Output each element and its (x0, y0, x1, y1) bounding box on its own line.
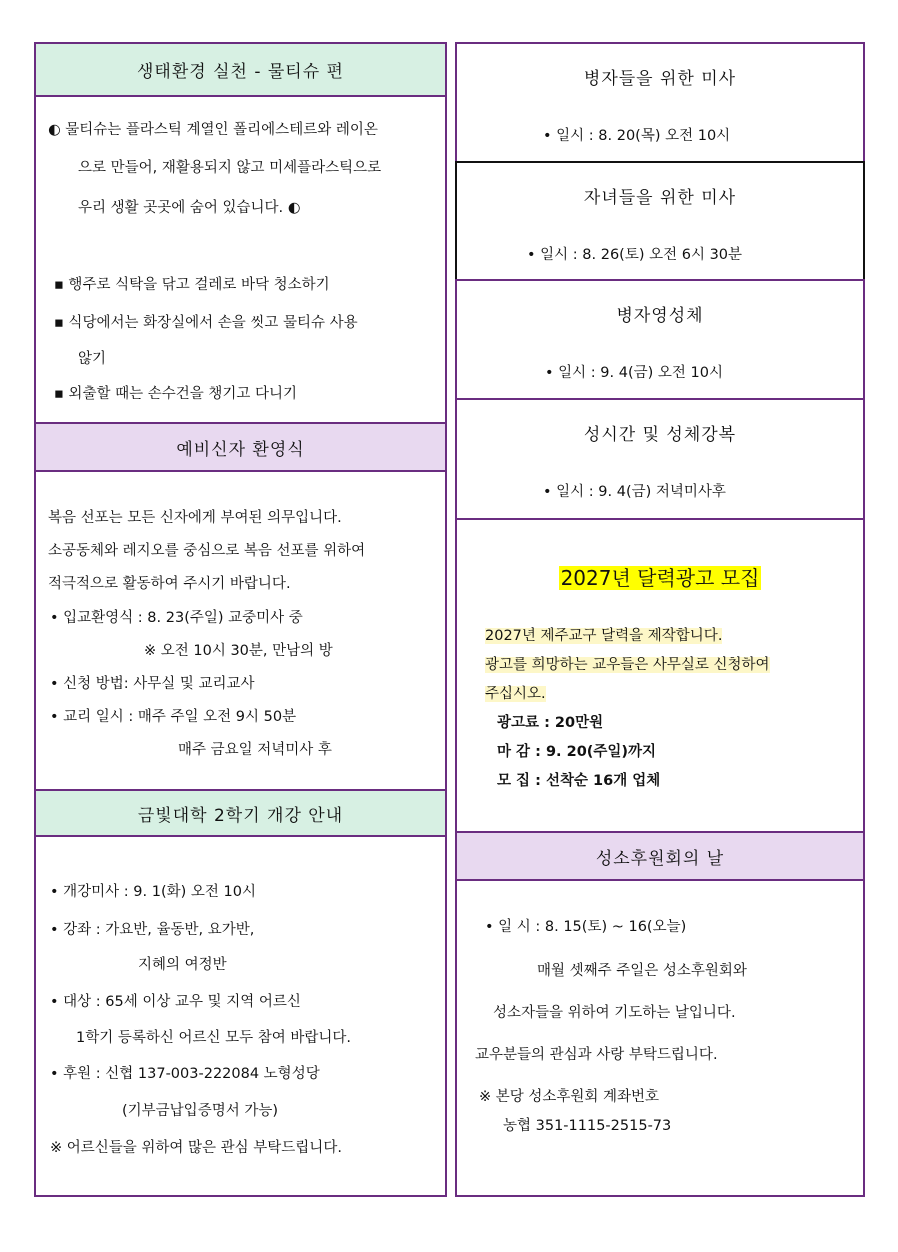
adoration-date: • 일시 : 9. 4(금) 저녁미사후 (543, 484, 726, 500)
eco-section-header (36, 44, 445, 97)
college-line: (기부금납입증명서 가능) (122, 1103, 278, 1119)
welcome-line: 매주 금요일 저녁미사 후 (178, 742, 332, 758)
welcome-line: ※ 오전 10시 30분, 만남의 방 (144, 643, 333, 659)
communion-box (455, 279, 865, 400)
eco-bullet: ▪ 외출할 때는 손수건을 챙기고 다니기 (54, 386, 297, 402)
supporters-line: 매월 셋째주 주일은 성소후원회와 (537, 963, 747, 979)
adoration-box (455, 398, 865, 520)
welcome-line: 복음 선포는 모든 신자에게 부여된 의무입니다. (48, 510, 342, 526)
calendar-line: 주십시오. (485, 686, 546, 702)
calendar-line-wrap (485, 653, 770, 674)
supporters-line: • 일 시 : 8. 15(토) ~ 16(오늘) (485, 919, 687, 935)
calendar-ad-title-wrap (457, 562, 863, 591)
college-line: • 개강미사 : 9. 1(화) 오전 10시 (50, 884, 256, 900)
college-line: • 후원 : 신협 137-003-222084 노형성당 (50, 1066, 320, 1082)
welcome-line: • 신청 방법: 사무실 및 교리교사 (50, 676, 255, 692)
welcome-line: 소공동체와 레지오를 중심으로 복음 선포를 위하여 (48, 543, 366, 559)
college-line: 지혜의 여정반 (138, 957, 227, 973)
children-mass-box (455, 161, 865, 281)
supporters-box (455, 831, 865, 1197)
calendar-detail: 마 감 : 9. 20(주일)까지 (497, 744, 657, 760)
children-mass-title: 자녀들을 위한 미사 (583, 188, 737, 208)
eco-bullet: ▪ 행주로 식탁을 닦고 걸레로 바닥 청소하기 (54, 277, 330, 293)
college-line: • 강좌 : 가요반, 율동반, 요가반, (50, 922, 255, 938)
adoration-title: 성시간 및 성체강복 (583, 425, 737, 445)
welcome-line: • 교리 일시 : 매주 주일 오전 9시 50분 (50, 709, 297, 725)
calendar-line-wrap (485, 682, 546, 703)
college-line: 1학기 등록하신 어르신 모두 참여 바랍니다. (76, 1030, 351, 1046)
calendar-ad-box (455, 518, 865, 833)
welcome-line: 적극적으로 활동하여 주시기 바랍니다. (48, 576, 291, 592)
supporters-title: 성소후원회의 날 (595, 848, 725, 869)
eco-intro-line: 으로 만들어, 재활용되지 않고 미세플라스틱으로 (78, 160, 382, 176)
eco-intro-line: 우리 생활 곳곳에 숨어 있습니다. ◐ (78, 200, 301, 216)
sick-mass-box (455, 42, 865, 163)
communion-title: 병자영성체 (616, 306, 704, 326)
calendar-line: 광고를 희망하는 교우들은 사무실로 신청하여 (485, 657, 770, 673)
calendar-detail: 광고료 : 20만원 (497, 715, 604, 731)
calendar-ad-title: 2027년 달력광고 모집 (560, 566, 760, 590)
welcome-section-title: 예비신자 환영식 (176, 439, 305, 460)
sick-mass-date: • 일시 : 8. 20(목) 오전 10시 (543, 128, 731, 144)
college-line: • 대상 : 65세 이상 교우 및 지역 어르신 (50, 994, 301, 1010)
supporters-line: 교우분들의 관심과 사랑 부탁드립니다. (475, 1047, 718, 1063)
eco-bullet: 않기 (78, 351, 107, 367)
sick-mass-title: 병자들을 위한 미사 (583, 69, 737, 89)
calendar-detail: 모 집 : 선착순 16개 업체 (497, 773, 661, 789)
welcome-section-header (36, 422, 445, 472)
left-column (34, 42, 447, 1197)
calendar-line-wrap (485, 624, 722, 645)
children-mass-date: • 일시 : 8. 26(토) 오전 6시 30분 (527, 247, 743, 263)
college-section-header (36, 789, 445, 837)
college-section-title: 금빛대학 2학기 개강 안내 (137, 805, 344, 826)
communion-date: • 일시 : 9. 4(금) 오전 10시 (545, 365, 723, 381)
supporters-line: 농협 351-1115-2515-73 (503, 1118, 672, 1134)
calendar-line: 2027년 제주교구 달력을 제작합니다. (485, 628, 723, 644)
college-line: ※ 어르신들을 위하여 많은 관심 부탁드립니다. (50, 1140, 342, 1156)
eco-intro-line: ◐ 물티슈는 플라스틱 계열인 폴리에스테르와 레이온 (48, 122, 378, 138)
eco-bullet: ▪ 식당에서는 화장실에서 손을 씻고 물티슈 사용 (54, 315, 358, 331)
welcome-line: • 입교환영식 : 8. 23(주일) 교중미사 중 (50, 610, 303, 626)
eco-section-title: 생태환경 실천 - 물티슈 편 (137, 62, 344, 82)
supporters-header (457, 833, 863, 881)
supporters-line: ※ 본당 성소후원회 계좌번호 (479, 1089, 660, 1105)
supporters-line: 성소자들을 위하여 기도하는 날입니다. (493, 1005, 736, 1021)
